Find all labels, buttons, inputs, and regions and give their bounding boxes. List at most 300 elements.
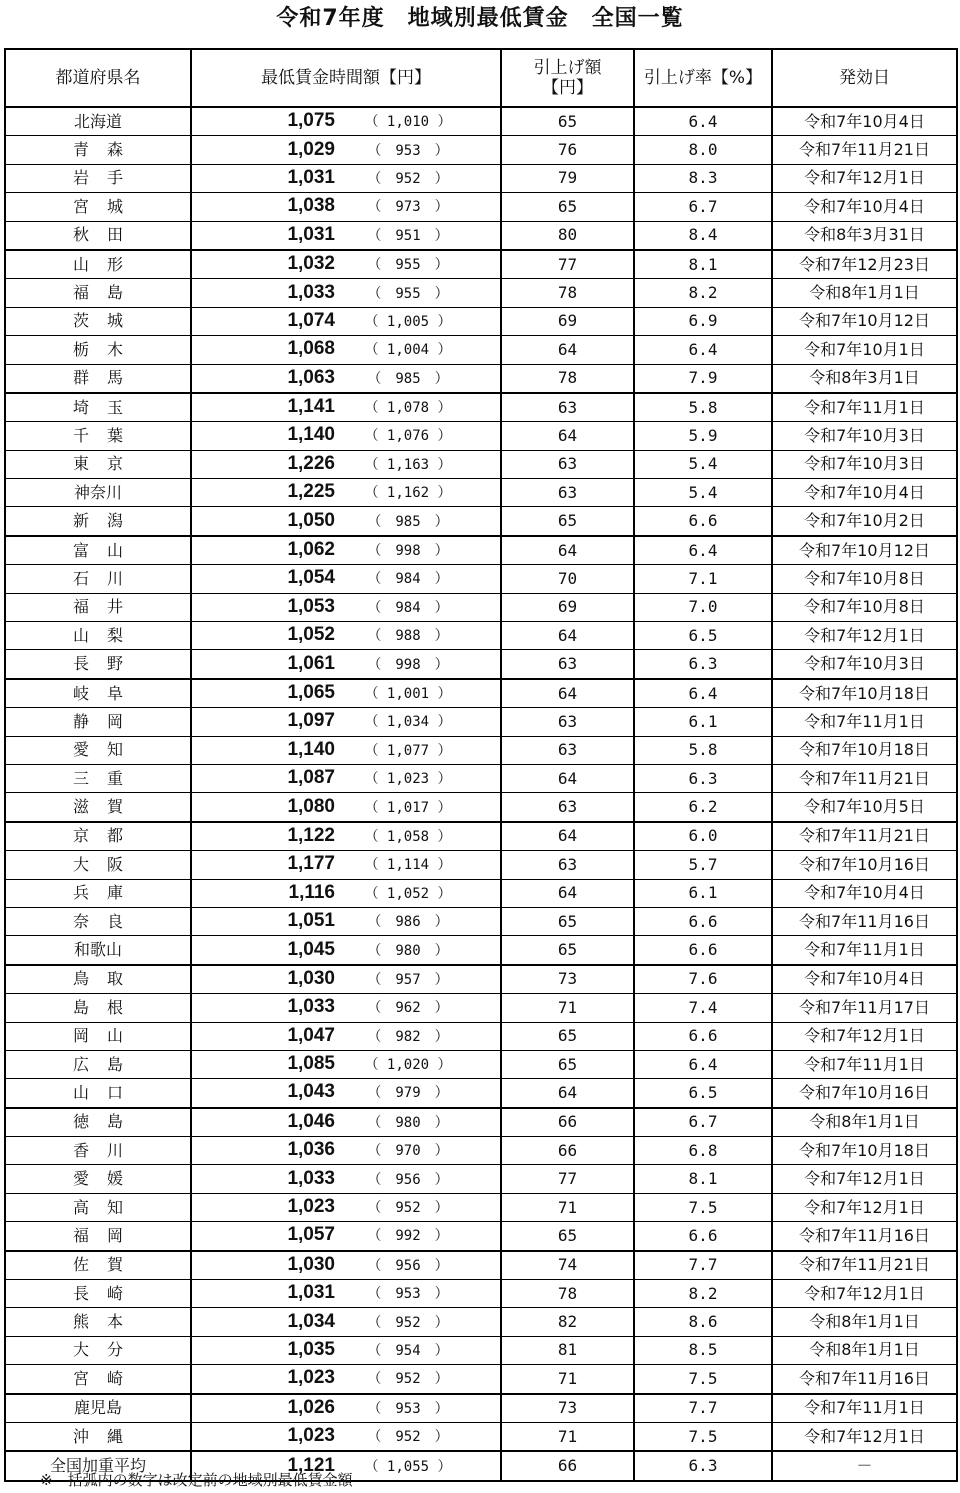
effective-date: 令和7年11月16日: [772, 1365, 957, 1394]
prefecture-name: 富山: [5, 536, 191, 565]
table-row: [5, 822, 957, 851]
increase-amount: 64: [501, 822, 634, 851]
new-wage: 1,097: [287, 710, 335, 732]
increase-amount: 66: [501, 1108, 634, 1137]
effective-date: 令和8年1月1日: [772, 279, 957, 307]
effective-date: 令和7年12月23日: [772, 250, 957, 279]
increase-rate: 6.8: [634, 1137, 772, 1165]
prefecture-name: 東京: [5, 450, 191, 478]
table-row: [5, 793, 957, 822]
table-row: [5, 336, 957, 364]
prefecture-name: 山形: [5, 250, 191, 279]
wage-cell: [191, 764, 501, 792]
previous-wage: （ 973 ）: [367, 199, 449, 216]
prefecture-name: 茨城: [5, 307, 191, 335]
footnote: ※ 括弧内の数字は改定前の地域別最低賃金額: [40, 1471, 353, 1489]
prefecture-name: 滋賀: [5, 793, 191, 822]
new-wage: 1,038: [287, 195, 335, 217]
table-row: [5, 593, 957, 621]
effective-date: 令和7年10月5日: [772, 793, 957, 822]
prefecture-name: 愛媛: [5, 1165, 191, 1193]
previous-wage: （ 952 ）: [367, 1314, 449, 1331]
table-row: [5, 736, 957, 764]
increase-amount: 65: [501, 936, 634, 965]
effective-date: 令和7年12月1日: [772, 1193, 957, 1221]
effective-date: 令和7年10月8日: [772, 565, 957, 593]
increase-rate: 6.4: [634, 107, 772, 136]
previous-wage: （ 1,001 ）: [364, 686, 452, 702]
effective-date: 令和7年10月1日: [772, 336, 957, 364]
new-wage: 1,074: [287, 309, 335, 331]
prefecture-name: 広島: [5, 1050, 191, 1078]
increase-amount: 73: [501, 1394, 634, 1423]
header-wage: 最低賃金時間額【円】: [191, 49, 501, 107]
wage-cell: [191, 1022, 501, 1050]
effective-date: 令和7年10月3日: [772, 650, 957, 679]
wage-cell: [191, 279, 501, 307]
table-row: [5, 422, 957, 450]
increase-amount: 64: [501, 679, 634, 708]
wage-cell: [191, 965, 501, 994]
previous-wage: （ 984 ）: [367, 571, 449, 588]
increase-rate: 5.7: [634, 851, 772, 879]
increase-amount: 65: [501, 1022, 634, 1050]
increase-rate: 5.9: [634, 422, 772, 450]
increase-amount: 78: [501, 1280, 634, 1308]
previous-wage: （ 952 ）: [367, 1200, 449, 1217]
previous-wage: （ 980 ）: [367, 1114, 449, 1131]
increase-amount: 64: [501, 879, 634, 907]
increase-rate: 6.4: [634, 336, 772, 364]
table-row: [5, 221, 957, 250]
wage-cell: [191, 1050, 501, 1078]
table-row: [5, 1050, 957, 1078]
wage-cell: [191, 250, 501, 279]
prefecture-name: 島根: [5, 994, 191, 1022]
increase-rate: 7.6: [634, 965, 772, 994]
table-row: [5, 936, 957, 965]
table-row: [5, 764, 957, 792]
new-wage: 1,033: [287, 1167, 335, 1189]
wage-cell: [191, 736, 501, 764]
increase-rate: 5.4: [634, 450, 772, 478]
effective-date: 令和7年12月1日: [772, 1022, 957, 1050]
increase-rate: 6.0: [634, 822, 772, 851]
previous-wage: （ 1,162 ）: [364, 485, 452, 502]
wage-cell: [191, 422, 501, 450]
table-row: [5, 136, 957, 164]
table-row: [5, 1193, 957, 1221]
wage-cell: [191, 708, 501, 736]
prefecture-name: 長野: [5, 650, 191, 679]
increase-rate: 7.9: [634, 364, 772, 393]
prefecture-name: 千葉: [5, 422, 191, 450]
new-wage: 1,030: [287, 1253, 335, 1275]
increase-amount: 81: [501, 1336, 634, 1364]
increase-rate: 8.1: [634, 1165, 772, 1193]
table-row: [5, 279, 957, 307]
total-label: 全国加重平均: [5, 1451, 191, 1480]
previous-wage: （ 1,010 ）: [364, 114, 452, 131]
new-wage: 1,226: [287, 452, 335, 474]
effective-date: 令和7年11月16日: [772, 1222, 957, 1251]
increase-amount: 64: [501, 1079, 634, 1108]
previous-wage: （ 956 ）: [367, 1171, 449, 1188]
previous-wage: （ 984 ）: [367, 599, 449, 616]
effective-date: 令和7年10月4日: [772, 107, 957, 136]
new-wage: 1,063: [287, 366, 335, 388]
previous-wage: （ 1,023 ）: [364, 771, 452, 788]
total-effective-date: －: [772, 1451, 957, 1480]
previous-wage: （ 953 ）: [367, 142, 449, 159]
previous-wage: （ 1,034 ）: [364, 714, 452, 731]
previous-wage: （ 1,078 ）: [364, 400, 452, 417]
effective-date: 令和7年11月1日: [772, 1394, 957, 1423]
increase-amount: 65: [501, 907, 634, 935]
increase-rate: 8.0: [634, 136, 772, 164]
wage-cell: [191, 193, 501, 221]
prefecture-name: 福井: [5, 593, 191, 621]
prefecture-name: 新潟: [5, 507, 191, 536]
increase-amount: 74: [501, 1251, 634, 1280]
new-wage: 1,052: [287, 624, 335, 646]
new-wage: 1,043: [287, 1081, 335, 1103]
wage-cell: [191, 450, 501, 478]
previous-wage: （ 953 ）: [367, 1286, 449, 1303]
new-wage: 1,023: [287, 1367, 335, 1389]
table-row: [5, 536, 957, 565]
prefecture-name: 青森: [5, 136, 191, 164]
table-row: [5, 1108, 957, 1137]
table-body: [5, 107, 957, 1451]
prefecture-name: 山口: [5, 1079, 191, 1108]
new-wage: 1,122: [287, 824, 335, 846]
wage-cell: [191, 622, 501, 650]
prefecture-name: 京都: [5, 822, 191, 851]
new-wage: 1,045: [287, 938, 335, 960]
increase-rate: 6.1: [634, 708, 772, 736]
wage-cell: [191, 793, 501, 822]
new-wage: 1,046: [287, 1110, 335, 1132]
increase-rate: 7.0: [634, 593, 772, 621]
new-wage: 1,031: [287, 166, 335, 188]
increase-amount: 76: [501, 136, 634, 164]
effective-date: 令和7年11月16日: [772, 907, 957, 935]
effective-date: 令和8年1月1日: [772, 1308, 957, 1336]
table-row: [5, 879, 957, 907]
increase-amount: 63: [501, 479, 634, 507]
increase-amount: 73: [501, 965, 634, 994]
increase-rate: 8.5: [634, 1336, 772, 1364]
new-wage: 1,116: [288, 881, 335, 903]
increase-amount: 71: [501, 1365, 634, 1394]
prefecture-name: 岐阜: [5, 679, 191, 708]
table-header-row: [5, 49, 957, 107]
prefecture-name: 香川: [5, 1137, 191, 1165]
previous-wage: （ 952 ）: [367, 1371, 449, 1388]
wage-cell: [191, 336, 501, 364]
previous-wage: （ 982 ）: [367, 1028, 449, 1045]
effective-date: 令和7年11月1日: [772, 1050, 957, 1078]
table-row: [5, 193, 957, 221]
total-rate: 6.3: [634, 1451, 772, 1480]
prefecture-name: 宮城: [5, 193, 191, 221]
effective-date: 令和7年11月21日: [772, 822, 957, 851]
table-row: [5, 851, 957, 879]
prefecture-name: 福島: [5, 279, 191, 307]
increase-amount: 69: [501, 593, 634, 621]
table-row: [5, 107, 957, 136]
previous-wage: （ 998 ）: [367, 543, 449, 560]
previous-wage: （ 955 ）: [367, 285, 449, 302]
increase-amount: 71: [501, 1193, 634, 1221]
effective-date: 令和7年10月12日: [772, 536, 957, 565]
effective-date: 令和7年10月18日: [772, 679, 957, 708]
table-row: [5, 1280, 957, 1308]
wage-cell: [191, 936, 501, 965]
prefecture-name: 長崎: [5, 1280, 191, 1308]
increase-amount: 77: [501, 1165, 634, 1193]
effective-date: 令和8年1月1日: [772, 1336, 957, 1364]
effective-date: 令和7年10月16日: [772, 851, 957, 879]
increase-rate: 8.2: [634, 1280, 772, 1308]
increase-amount: 66: [501, 1137, 634, 1165]
wage-cell: [191, 1079, 501, 1108]
increase-amount: 80: [501, 221, 634, 250]
wage-cell: [191, 822, 501, 851]
increase-amount: 64: [501, 336, 634, 364]
effective-date: 令和7年11月1日: [772, 708, 957, 736]
previous-wage: （ 970 ）: [367, 1143, 449, 1160]
previous-wage: （ 955 ）: [367, 257, 449, 274]
wage-cell: [191, 536, 501, 565]
new-wage: 1,075: [287, 110, 335, 132]
increase-rate: 7.5: [634, 1193, 772, 1221]
previous-wage: （ 986 ）: [367, 914, 449, 931]
new-wage: 1,141: [287, 396, 335, 418]
table-row: [5, 507, 957, 536]
previous-wage: （ 1,017 ）: [364, 799, 452, 816]
increase-rate: 7.5: [634, 1365, 772, 1394]
previous-wage: （ 998 ）: [367, 656, 449, 673]
effective-date: 令和7年11月21日: [772, 764, 957, 792]
increase-amount: 78: [501, 364, 634, 393]
increase-rate: 5.8: [634, 393, 772, 422]
wage-cell: [191, 1308, 501, 1336]
table-row: [5, 708, 957, 736]
increase-rate: 6.2: [634, 793, 772, 822]
table-row: [5, 1336, 957, 1364]
new-wage: 1,047: [287, 1024, 335, 1046]
increase-rate: 7.1: [634, 565, 772, 593]
increase-amount: 70: [501, 565, 634, 593]
increase-rate: 6.7: [634, 193, 772, 221]
previous-wage: （ 954 ）: [367, 1342, 449, 1359]
wage-cell: [191, 593, 501, 621]
table-row: [5, 679, 957, 708]
wage-cell: [191, 307, 501, 335]
increase-rate: 5.4: [634, 479, 772, 507]
previous-wage: （ 1,004 ）: [364, 342, 452, 359]
wage-cell: [191, 851, 501, 879]
increase-amount: 65: [501, 107, 634, 136]
effective-date: 令和7年12月1日: [772, 1165, 957, 1193]
previous-wage: （ 1,077 ）: [364, 742, 452, 759]
increase-rate: 6.6: [634, 1022, 772, 1050]
new-wage: 1,140: [287, 424, 335, 446]
table-row: [5, 1222, 957, 1251]
increase-rate: 7.7: [634, 1251, 772, 1280]
increase-amount: 64: [501, 422, 634, 450]
table-row: [5, 479, 957, 507]
increase-amount: 64: [501, 764, 634, 792]
header-rate: 引上げ率【%】: [634, 49, 772, 107]
previous-wage: （ 956 ）: [367, 1257, 449, 1274]
increase-rate: 8.2: [634, 279, 772, 307]
wage-cell: [191, 1365, 501, 1394]
prefecture-name: 栃木: [5, 336, 191, 364]
new-wage: 1,087: [287, 767, 335, 789]
increase-rate: 8.6: [634, 1308, 772, 1336]
table-row: [5, 622, 957, 650]
previous-wage: （ 1,058 ）: [364, 828, 452, 845]
effective-date: 令和8年3月1日: [772, 364, 957, 393]
increase-rate: 7.4: [634, 994, 772, 1022]
increase-rate: 6.4: [634, 1050, 772, 1078]
prefecture-name: 大阪: [5, 851, 191, 879]
total-previous-wage: （ 1,055 ）: [364, 1458, 452, 1475]
new-wage: 1,068: [287, 338, 335, 360]
new-wage: 1,080: [287, 795, 335, 817]
table-row: [5, 1251, 957, 1280]
effective-date: 令和7年10月12日: [772, 307, 957, 335]
new-wage: 1,023: [287, 1425, 335, 1447]
effective-date: 令和7年10月18日: [772, 1137, 957, 1165]
previous-wage: （ 962 ）: [367, 1000, 449, 1017]
wage-cell: [191, 479, 501, 507]
increase-amount: 79: [501, 164, 634, 192]
prefecture-name: 石川: [5, 565, 191, 593]
prefecture-name: 佐賀: [5, 1251, 191, 1280]
effective-date: 令和7年10月3日: [772, 422, 957, 450]
increase-rate: 6.6: [634, 1222, 772, 1251]
table-row: [5, 1165, 957, 1193]
wage-cell: [191, 507, 501, 536]
increase-rate: 6.3: [634, 764, 772, 792]
new-wage: 1,034: [287, 1310, 335, 1332]
increase-amount: 64: [501, 622, 634, 650]
prefecture-name: 福岡: [5, 1222, 191, 1251]
new-wage: 1,023: [287, 1196, 335, 1218]
new-wage: 1,177: [287, 853, 335, 875]
header-increase-line2: 【円】: [542, 78, 593, 98]
increase-amount: 65: [501, 1222, 634, 1251]
effective-date: 令和7年11月21日: [772, 1251, 957, 1280]
new-wage: 1,057: [287, 1224, 335, 1246]
total-new-wage: 1,121: [287, 1454, 335, 1476]
table-row: [5, 250, 957, 279]
effective-date: 令和7年12月1日: [772, 164, 957, 192]
previous-wage: （ 953 ）: [367, 1400, 449, 1417]
effective-date: 令和7年11月21日: [772, 136, 957, 164]
effective-date: 令和7年12月1日: [772, 1280, 957, 1308]
new-wage: 1,050: [287, 509, 335, 531]
increase-amount: 63: [501, 736, 634, 764]
effective-date: 令和7年10月3日: [772, 450, 957, 478]
table-row: [5, 1022, 957, 1050]
previous-wage: （ 992 ）: [367, 1228, 449, 1245]
effective-date: 令和7年12月1日: [772, 622, 957, 650]
previous-wage: （ 1,052 ）: [364, 885, 452, 902]
previous-wage: （ 980 ）: [367, 942, 449, 959]
new-wage: 1,031: [287, 1282, 335, 1304]
increase-amount: 71: [501, 1422, 634, 1451]
previous-wage: （ 952 ）: [367, 1429, 449, 1446]
increase-rate: 6.4: [634, 679, 772, 708]
table-row: [5, 965, 957, 994]
new-wage: 1,033: [287, 996, 335, 1018]
prefecture-name: 埼玉: [5, 393, 191, 422]
table-row: [5, 1079, 957, 1108]
wage-cell: [191, 907, 501, 935]
prefecture-name: 奈良: [5, 907, 191, 935]
increase-rate: 6.9: [634, 307, 772, 335]
prefecture-name: 和歌山: [5, 936, 191, 965]
header-effective-date: 発効日: [772, 49, 957, 107]
increase-rate: 6.3: [634, 650, 772, 679]
wage-cell: [191, 1251, 501, 1280]
new-wage: 1,065: [287, 682, 335, 703]
new-wage: 1,030: [287, 967, 335, 989]
new-wage: 1,035: [287, 1338, 335, 1360]
previous-wage: （ 952 ）: [367, 170, 449, 187]
effective-date: 令和7年10月8日: [772, 593, 957, 621]
wage-cell: [191, 1422, 501, 1451]
wage-cell: [191, 1165, 501, 1193]
table-row: [5, 1422, 957, 1451]
effective-date: 令和7年11月1日: [772, 393, 957, 422]
increase-amount: 65: [501, 507, 634, 536]
new-wage: 1,225: [287, 481, 335, 503]
prefecture-name: 神奈川: [5, 479, 191, 507]
wage-cell: [191, 1280, 501, 1308]
wage-cell: [191, 164, 501, 192]
previous-wage: （ 988 ）: [367, 628, 449, 645]
table-row: [5, 1394, 957, 1423]
table-row: [5, 650, 957, 679]
new-wage: 1,051: [287, 910, 335, 932]
effective-date: 令和7年10月4日: [772, 879, 957, 907]
effective-date: 令和8年3月31日: [772, 221, 957, 250]
effective-date: 令和7年10月4日: [772, 193, 957, 221]
new-wage: 1,053: [287, 595, 335, 617]
increase-amount: 69: [501, 307, 634, 335]
minimum-wage-table: [4, 48, 958, 1482]
previous-wage: （ 979 ）: [367, 1085, 449, 1102]
increase-rate: 6.5: [634, 1079, 772, 1108]
wage-cell: [191, 565, 501, 593]
wage-cell: [191, 1336, 501, 1364]
increase-amount: 63: [501, 793, 634, 822]
new-wage: 1,036: [287, 1139, 335, 1161]
new-wage: 1,054: [287, 567, 335, 589]
increase-rate: 5.8: [634, 736, 772, 764]
prefecture-name: 山梨: [5, 622, 191, 650]
increase-amount: 63: [501, 450, 634, 478]
new-wage: 1,029: [287, 138, 335, 160]
header-increase-line1: 引上げ額: [533, 58, 602, 78]
increase-amount: 82: [501, 1308, 634, 1336]
